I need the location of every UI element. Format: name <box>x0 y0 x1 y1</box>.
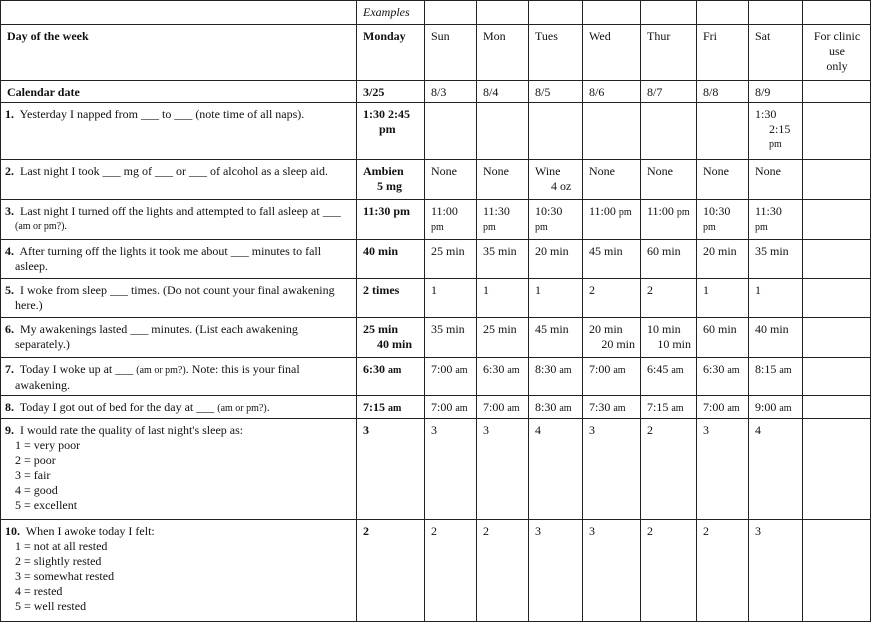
clinic-cell <box>803 419 871 519</box>
examples-label: Examples <box>357 1 425 25</box>
clinic-cell <box>803 519 871 621</box>
answer-cell: 20 min <box>697 240 749 278</box>
example-answer-7: 6:30 am <box>357 357 425 395</box>
example-answer-9: 3 <box>357 419 425 519</box>
answer-cell: 10:30 pm <box>697 199 749 240</box>
clinic-cell <box>803 396 871 419</box>
answer-cell: 8:30 am <box>529 357 583 395</box>
examples-header-row <box>1 1 871 25</box>
answer-cell: 11:30 pm <box>477 199 529 240</box>
date-cell: 8/4 <box>477 81 529 103</box>
answer-cell: 7:00 am <box>425 357 477 395</box>
answer-cell: 20 min <box>529 240 583 278</box>
question-row-2 <box>1 160 871 200</box>
day-sat: Sat <box>749 25 803 81</box>
answer-cell: 7:00 am <box>583 357 641 395</box>
date-cell: 8/3 <box>425 81 477 103</box>
date-cell: 8/6 <box>583 81 641 103</box>
question-9: 9. I would rate the quality of last night's sleep as: 1 = very poor 2 = poor 3 = fair 4 = good 5 = excellent <box>1 419 357 519</box>
answer-cell: 8:15 am <box>749 357 803 395</box>
answer-cell: 11:30 pm <box>749 199 803 240</box>
question-5: 5. I woke from sleep ___ times. (Do not count your final awakening here.) <box>1 278 357 318</box>
date-cell: 8/8 <box>697 81 749 103</box>
answer-cell: 10 min 10 min <box>641 318 697 358</box>
blank-cell <box>1 1 357 25</box>
answer-cell: 45 min <box>583 240 641 278</box>
answer-cell: 7:00 am <box>697 396 749 419</box>
question-7: 7. Today I woke up at ___ (am or pm?). Note: this is your final awakening. <box>1 357 357 395</box>
answer-cell: 1 <box>477 278 529 318</box>
answer-cell: 20 min 20 min <box>583 318 641 358</box>
answer-cell: 4 <box>749 419 803 519</box>
answer-cell: 1 <box>425 278 477 318</box>
answer-cell: 1 <box>697 278 749 318</box>
example-answer-5: 2 times <box>357 278 425 318</box>
question-10: 10. When I awoke today I felt: 1 = not at all rested 2 = slightly rested 3 = somewhat rested 4 = rested 5 = well rested <box>1 519 357 621</box>
date-cell: 8/7 <box>641 81 697 103</box>
example-answer-3: 11:30 pm <box>357 199 425 240</box>
answer-cell: 6:45 am <box>641 357 697 395</box>
question-row-4 <box>1 240 871 278</box>
clinic-cell <box>803 160 871 200</box>
question-row-5 <box>1 278 871 318</box>
answer-cell: 40 min <box>749 318 803 358</box>
answer-cell: 7:00 am <box>477 396 529 419</box>
answer-cell: 3 <box>583 519 641 621</box>
answer-cell: 45 min <box>529 318 583 358</box>
date-cell: 8/9 <box>749 81 803 103</box>
answer-cell: 3 <box>425 419 477 519</box>
answer-cell: 6:30 am <box>697 357 749 395</box>
answer-cell: 2 <box>583 278 641 318</box>
question-1: 1. Yesterday I napped from ___ to ___ (note time of all naps). <box>1 103 357 160</box>
answer-cell: 2 <box>425 519 477 621</box>
question-row-1 <box>1 103 871 160</box>
example-day: Monday <box>357 25 425 81</box>
answer-cell: None <box>749 160 803 200</box>
answer-cell: 2 <box>477 519 529 621</box>
day-of-week-row <box>1 25 871 81</box>
answer-cell: 60 min <box>641 240 697 278</box>
answer-cell: 35 min <box>477 240 529 278</box>
answer-cell: 3 <box>529 519 583 621</box>
answer-cell: None <box>425 160 477 200</box>
answer-cell: 35 min <box>425 318 477 358</box>
answer-cell: 8:30 am <box>529 396 583 419</box>
answer-cell: 35 min <box>749 240 803 278</box>
answer-cell: 7:15 am <box>641 396 697 419</box>
clinic-cell <box>803 318 871 358</box>
answer-cell: 11:00 pm <box>425 199 477 240</box>
question-8: 8. Today I got out of bed for the day at ___ (am or pm?). <box>1 396 357 419</box>
answer-cell: 10:30 pm <box>529 199 583 240</box>
answer-cell: 2 <box>697 519 749 621</box>
answer-cell: 4 <box>529 419 583 519</box>
clinic-cell <box>803 357 871 395</box>
example-answer-4: 40 min <box>357 240 425 278</box>
answer-cell: None <box>477 160 529 200</box>
question-4: 4. After turning off the lights it took me about ___ minutes to fall asleep. <box>1 240 357 278</box>
example-answer-8: 7:15 am <box>357 396 425 419</box>
day-sun: Sun <box>425 25 477 81</box>
answer-cell: 7:30 am <box>583 396 641 419</box>
answer-cell: 11:00 pm <box>641 199 697 240</box>
question-row-6 <box>1 318 871 358</box>
answer-cell: 7:00 am <box>425 396 477 419</box>
answer-cell: 1 <box>749 278 803 318</box>
clinic-cell <box>803 81 871 103</box>
question-row-3 <box>1 199 871 240</box>
answer-cell: 1:30 2:15 pm <box>749 103 803 160</box>
answer-cell: None <box>641 160 697 200</box>
answer-cell: Wine 4 oz <box>529 160 583 200</box>
clinic-cell <box>803 278 871 318</box>
answer-cell: 60 min <box>697 318 749 358</box>
example-answer-1: 1:30 2:45 pm <box>357 103 425 160</box>
clinic-use-header: For clinic use only <box>803 25 871 81</box>
clinic-cell <box>803 199 871 240</box>
answer-cell: 3 <box>477 419 529 519</box>
example-answer-10: 2 <box>357 519 425 621</box>
answer-cell: 2 <box>641 278 697 318</box>
question-row-10 <box>1 519 871 621</box>
question-3: 3. Last night I turned off the lights and attempted to fall asleep at ___ (am or pm?). <box>1 199 357 240</box>
clinic-cell <box>803 103 871 160</box>
answer-cell: 9:00 am <box>749 396 803 419</box>
calendar-label: Calendar date <box>1 81 357 103</box>
question-row-8 <box>1 396 871 419</box>
question-2: 2. Last night I took ___ mg of ___ or ___ of alcohol as a sleep aid. <box>1 160 357 200</box>
answer-cell: 3 <box>697 419 749 519</box>
answer-cell: 25 min <box>425 240 477 278</box>
answer-cell: 2 <box>641 519 697 621</box>
answer-cell: 6:30 am <box>477 357 529 395</box>
example-date: 3/25 <box>357 81 425 103</box>
day-mon: Mon <box>477 25 529 81</box>
date-cell: 8/5 <box>529 81 583 103</box>
answer-cell: 2 <box>641 419 697 519</box>
answer-cell: 11:00 pm <box>583 199 641 240</box>
answer-cell: 25 min <box>477 318 529 358</box>
question-6: 6. My awakenings lasted ___ minutes. (List each awakening separately.) <box>1 318 357 358</box>
clinic-cell <box>803 240 871 278</box>
day-wed: Wed <box>583 25 641 81</box>
example-answer-6: 25 min 40 min <box>357 318 425 358</box>
answer-cell: 3 <box>749 519 803 621</box>
day-tue: Tues <box>529 25 583 81</box>
example-answer-2: Ambien 5 mg <box>357 160 425 200</box>
question-row-7 <box>1 357 871 395</box>
day-label: Day of the week <box>1 25 357 81</box>
answer-cell: 1 <box>529 278 583 318</box>
day-fri: Fri <box>697 25 749 81</box>
calendar-date-row <box>1 81 871 103</box>
question-row-9 <box>1 419 871 519</box>
answer-cell: 3 <box>583 419 641 519</box>
day-thu: Thur <box>641 25 697 81</box>
answer-cell: None <box>583 160 641 200</box>
answer-cell: None <box>697 160 749 200</box>
